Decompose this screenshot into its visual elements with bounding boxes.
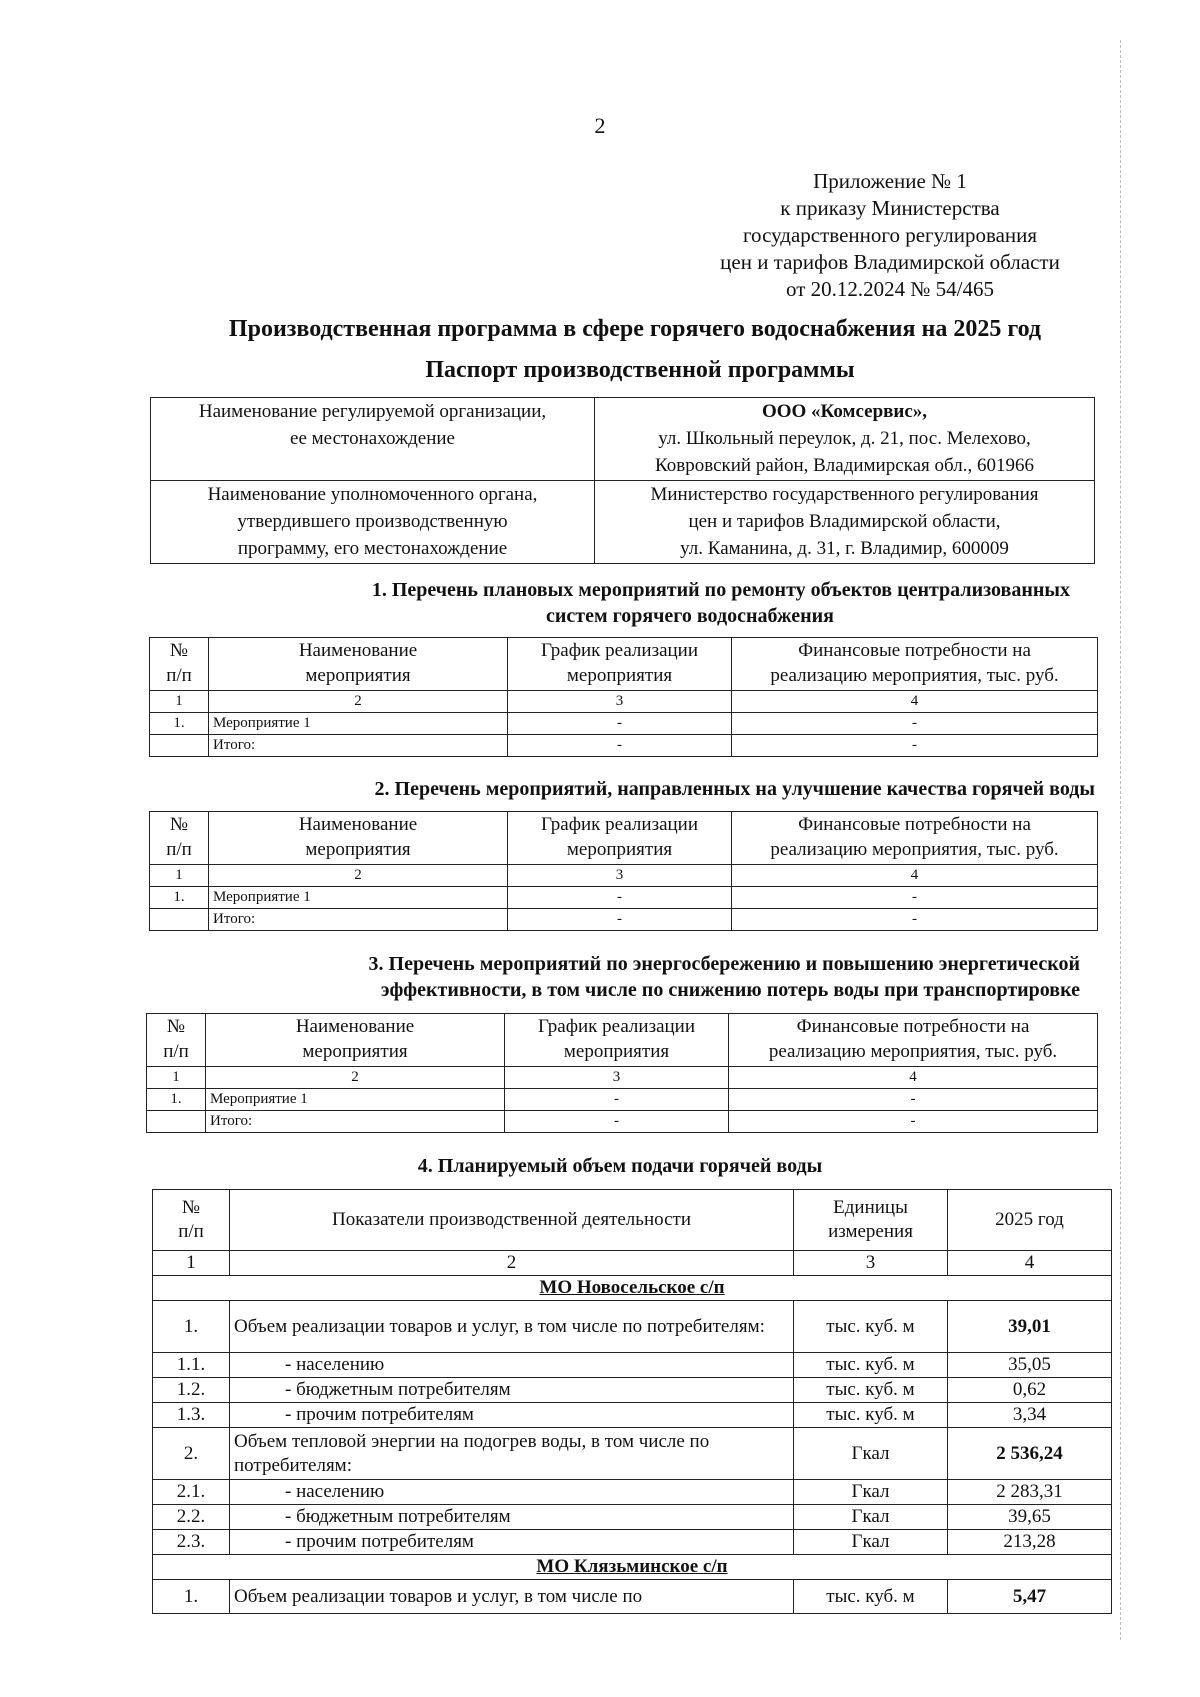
table-row [150, 909, 1098, 931]
table-cell: 2.2. [153, 1505, 230, 1530]
appendix-line: государственного регулирования [742, 223, 1038, 247]
header-cell: № п/п [153, 1190, 230, 1251]
cell-line: Министерство государственного регулирования [650, 484, 1039, 505]
table-cell: 1 [147, 1067, 206, 1089]
table-cell: - [729, 1111, 1098, 1133]
table-row [153, 1505, 1112, 1530]
passport-title: Паспорт производственной программы [425, 357, 855, 383]
table-cell: Объем тепловой энергии на подогрев воды, в том числе по потребителям: [230, 1428, 794, 1480]
table-cell [595, 481, 1095, 564]
table-cell: Гкал [794, 1530, 948, 1555]
table-row [147, 1111, 1098, 1133]
table-cell [151, 398, 595, 481]
header-cell: № п/п [150, 638, 209, 691]
table-cell: Гкал [794, 1428, 948, 1480]
table-row [151, 398, 1095, 481]
table-cell: Мероприятие 1 [209, 713, 508, 735]
table-cell: 4 [732, 865, 1098, 887]
table-row [147, 1089, 1098, 1111]
section-title-line: 4. Планируемый объем подачи горячей воды [417, 1155, 823, 1177]
table-cell: 3 [505, 1067, 729, 1089]
table-row [153, 1251, 1112, 1276]
table-cell: 2 [209, 865, 508, 887]
table-cell: 1. [153, 1580, 230, 1614]
table-header-row [150, 638, 1098, 691]
table-cell: Итого: [206, 1111, 505, 1133]
table-cell: 39,01 [948, 1301, 1112, 1353]
appendix-line: от 20.12.2024 № 54/465 [785, 277, 995, 301]
table-header-row [153, 1190, 1112, 1251]
table-cell: тыс. куб. м [794, 1301, 948, 1353]
table-cell: 3 [508, 865, 732, 887]
table-cell: 1.1. [153, 1353, 230, 1378]
table-cell: - бюджетным потребителям [230, 1505, 794, 1530]
header-cell: Финансовые потребности на реализацию мероприятия, тыс. руб. [732, 638, 1098, 691]
header-cell: Показатели производственной деятельности [230, 1190, 794, 1251]
section-4-table [152, 1189, 1112, 1614]
org-name: ООО «Комсервис», [761, 401, 928, 422]
table-cell: 4 [732, 691, 1098, 713]
table-cell: - [505, 1111, 729, 1133]
table-row [153, 1403, 1112, 1428]
table-row [153, 1530, 1112, 1555]
section-2-title [150, 776, 1095, 802]
table-cell [150, 909, 209, 931]
header-cell: 2025 год [948, 1190, 1112, 1251]
table-cell: - населению [230, 1480, 794, 1505]
table-cell: 2.3. [153, 1530, 230, 1555]
cell-line: Наименование регулируемой организации, [198, 401, 547, 422]
section-1-title [150, 577, 1070, 629]
cell-line: программу, его местонахождение [237, 538, 508, 559]
table-cell: 213,28 [948, 1530, 1112, 1555]
header-cell: № п/п [147, 1014, 206, 1067]
table-cell: 1.3. [153, 1403, 230, 1428]
table-cell: 5,47 [948, 1580, 1112, 1614]
table-cell: - [508, 713, 732, 735]
cell-line: ее местонахождение [290, 428, 455, 449]
appendix-line: к приказу Министерства [780, 196, 1000, 220]
table-cell [151, 481, 595, 564]
section-4-title [150, 1153, 1090, 1179]
table-cell: тыс. куб. м [794, 1580, 948, 1614]
table-cell: тыс. куб. м [794, 1353, 948, 1378]
table-cell: Мероприятие 1 [206, 1089, 505, 1111]
appendix-header [680, 168, 1100, 303]
table-cell: 39,65 [948, 1505, 1112, 1530]
table-row [153, 1480, 1112, 1505]
table-row [150, 865, 1098, 887]
table-cell: 1 [150, 865, 209, 887]
table-cell: - [508, 909, 732, 931]
table-cell: - прочим потребителям [230, 1403, 794, 1428]
cell-line: ул. Каманина, д. 31, г. Владимир, 600009 [680, 538, 1009, 559]
mo-heading-row [153, 1555, 1112, 1580]
table-cell: 1. [153, 1301, 230, 1353]
table-row [153, 1301, 1112, 1353]
table-cell: 2. [153, 1428, 230, 1480]
table-cell: 1. [150, 713, 209, 735]
table-cell: - [508, 887, 732, 909]
table-cell: Объем реализации товаров и услуг, в том числе по потребителям: [230, 1301, 794, 1353]
table-cell: 1.2. [153, 1378, 230, 1403]
page-number: 2 [594, 113, 606, 138]
section-title-line: эффективности, в том числе по снижению потерь воды при транспортировке [380, 979, 1080, 1001]
section-title-line: систем горячего водоснабжения [546, 605, 834, 627]
section-2-table [149, 811, 1098, 931]
section-title-line: 2. Перечень мероприятий, направленных на улучшение качества горячей воды [374, 778, 1095, 800]
table-cell: 3 [794, 1251, 948, 1276]
table-row [150, 887, 1098, 909]
table-row [150, 735, 1098, 757]
header-cell: График реализации мероприятия [505, 1014, 729, 1067]
section-1-table [149, 637, 1098, 757]
table-cell: 3 [508, 691, 732, 713]
table-row [151, 481, 1095, 564]
table-cell: Мероприятие 1 [209, 887, 508, 909]
header-cell: График реализации мероприятия [508, 812, 732, 865]
table-cell: 2 [209, 691, 508, 713]
table-cell: 4 [948, 1251, 1112, 1276]
header-cell: График реализации мероприятия [508, 638, 732, 691]
cell-line: Наименование уполномоченного органа, [207, 484, 538, 505]
table-cell: 2 536,24 [948, 1428, 1112, 1480]
header-cell: Финансовые потребности на реализацию мероприятия, тыс. руб. [732, 812, 1098, 865]
table-cell: тыс. куб. м [794, 1403, 948, 1428]
mo-heading-row [153, 1276, 1112, 1301]
table-cell: - [732, 887, 1098, 909]
appendix-line: цен и тарифов Владимирской области [720, 250, 1060, 274]
header-cell: Наименование мероприятия [206, 1014, 505, 1067]
table-row [153, 1378, 1112, 1403]
table-cell: - бюджетным потребителям [230, 1378, 794, 1403]
table-cell: Объем реализации товаров и услуг, в том числе по [230, 1580, 794, 1614]
table-cell: 1 [150, 691, 209, 713]
table-cell: 3,34 [948, 1403, 1112, 1428]
table-cell: 2 [206, 1067, 505, 1089]
table-cell: 2 [230, 1251, 794, 1276]
table-cell: 2 283,31 [948, 1480, 1112, 1505]
header-cell: Наименование мероприятия [209, 812, 508, 865]
table-cell: тыс. куб. м [794, 1378, 948, 1403]
cell-line: утвердившего производственную [237, 511, 508, 532]
table-cell: - [508, 735, 732, 757]
table-cell: Гкал [794, 1505, 948, 1530]
passport-table [150, 397, 1095, 564]
section-3-table [146, 1013, 1098, 1133]
table-cell: - [729, 1089, 1098, 1111]
table-cell: 1 [153, 1251, 230, 1276]
header-cell: Единицы измерения [794, 1190, 948, 1251]
table-header-row [150, 812, 1098, 865]
table-cell [595, 398, 1095, 481]
table-cell [147, 1111, 206, 1133]
table-cell: 1. [147, 1089, 206, 1111]
table-cell: Итого: [209, 909, 508, 931]
table-row [153, 1428, 1112, 1480]
municipality-heading: МО Клязьминское с/п [153, 1555, 1112, 1580]
municipality-heading: МО Новосельское с/п [153, 1276, 1112, 1301]
table-cell: 0,62 [948, 1378, 1112, 1403]
cell-line: цен и тарифов Владимирской области, [688, 511, 1001, 532]
table-cell: Итого: [209, 735, 508, 757]
table-header-row [147, 1014, 1098, 1067]
table-cell: - населению [230, 1353, 794, 1378]
table-row [153, 1353, 1112, 1378]
table-row [147, 1067, 1098, 1089]
table-cell: - [505, 1089, 729, 1111]
table-row [150, 713, 1098, 735]
section-title-line: 1. Перечень плановых мероприятий по ремонту объектов централизованных [371, 579, 1070, 601]
table-cell: - прочим потребителям [230, 1530, 794, 1555]
table-cell: - [732, 909, 1098, 931]
table-cell: 1. [150, 887, 209, 909]
appendix-line: Приложение № 1 [813, 169, 967, 193]
table-cell: - [732, 735, 1098, 757]
cell-line: Ковровский район, Владимирская обл., 601966 [655, 455, 1034, 476]
table-cell: 2.1. [153, 1480, 230, 1505]
section-title-line: 3. Перечень мероприятий по энергосбережению и повышению энергетической [368, 953, 1080, 975]
cell-line: ул. Школьный переулок, д. 21, пос. Мелехово, [658, 428, 1031, 449]
table-cell: Гкал [794, 1480, 948, 1505]
table-row [150, 691, 1098, 713]
section-3-title [150, 951, 1080, 1003]
header-cell: № п/п [150, 812, 209, 865]
table-cell: 4 [729, 1067, 1098, 1089]
table-cell: - [732, 713, 1098, 735]
table-row [153, 1580, 1112, 1614]
header-cell: Финансовые потребности на реализацию мероприятия, тыс. руб. [729, 1014, 1098, 1067]
table-cell: 35,05 [948, 1353, 1112, 1378]
table-cell [150, 735, 209, 757]
header-cell: Наименование мероприятия [209, 638, 508, 691]
document-title: Производственная программа в сфере горячего водоснабжения на 2025 год [228, 316, 1042, 342]
scan-edge-marks [1120, 40, 1123, 1640]
